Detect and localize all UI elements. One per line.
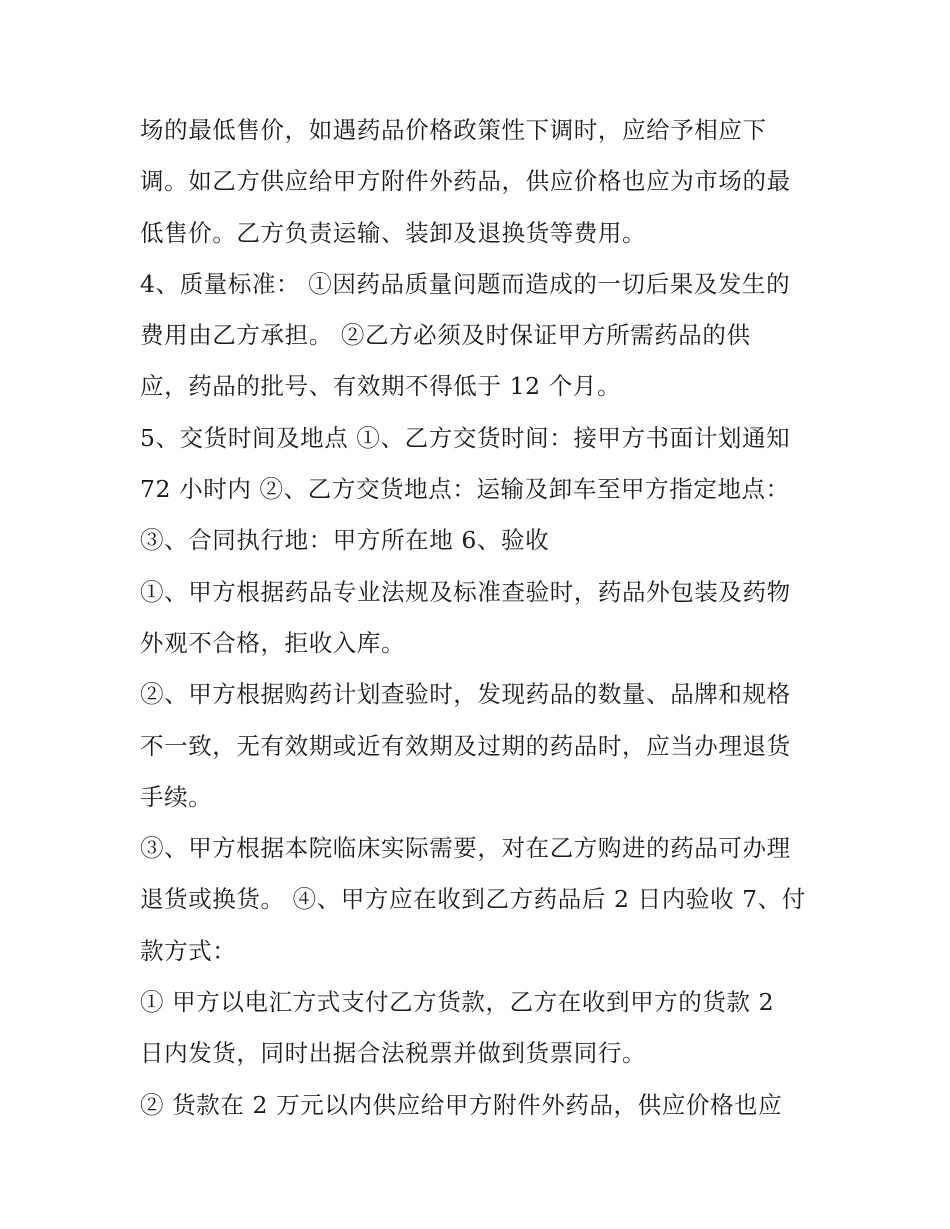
text-line: 调。如乙方供应给甲方附件外药品，供应价格也应为市场的最: [140, 167, 791, 196]
text-line: ②、甲方根据购药计划查验时，发现药品的数量、品牌和规格: [140, 680, 791, 709]
text-line: 应，药品的批号、有效期不得低于 12 个月。: [140, 372, 622, 401]
text-line: 费用由乙方承担。 ②乙方必须及时保证甲方所需药品的供: [140, 321, 751, 350]
text-line: 外观不合格，拒收入库。: [140, 628, 406, 657]
text-line: 日内发货，同时出据合法税票并做到货票同行。: [140, 1039, 647, 1068]
text-line: 低售价。乙方负责运输、装卸及退换货等费用。: [140, 218, 647, 247]
text-line: 4、质量标准： ①因药品质量问题而造成的一切后果及发生的: [140, 269, 791, 298]
text-line: ③、甲方根据本院临床实际需要，对在乙方购进的药品可办理: [140, 834, 791, 863]
text-line: 手续。: [140, 782, 213, 811]
text-line: 72 小时内 ②、乙方交货地点：运输及卸车至甲方指定地点：: [140, 475, 790, 504]
text-line: 场的最低售价，如遇药品价格政策性下调时，应给予相应下: [140, 116, 767, 144]
text-line: ② 货款在 2 万元以内供应给甲方附件外药品，供应价格也应: [140, 1090, 783, 1119]
document-body: [140, 105, 820, 1131]
text-line: ① 甲方以电汇方式支付乙方货款，乙方在收到甲方的货款 2: [140, 988, 775, 1017]
text-line: 款方式：: [140, 936, 237, 965]
text-line: 不一致，无有效期或近有效期及过期的药品时，应当办理退货: [140, 731, 791, 760]
text-line: ③、合同执行地：甲方所在地 6、验收: [140, 526, 550, 555]
text-line: ①、甲方根据药品专业法规及标准查验时，药品外包装及药物: [140, 577, 791, 606]
text-line: 退货或换货。 ④、甲方应在收到乙方药品后 2 日内验收 7、付: [140, 885, 806, 914]
text-line: 5、交货时间及地点 ①、乙方交货时间：接甲方书面计划通知: [140, 423, 791, 452]
